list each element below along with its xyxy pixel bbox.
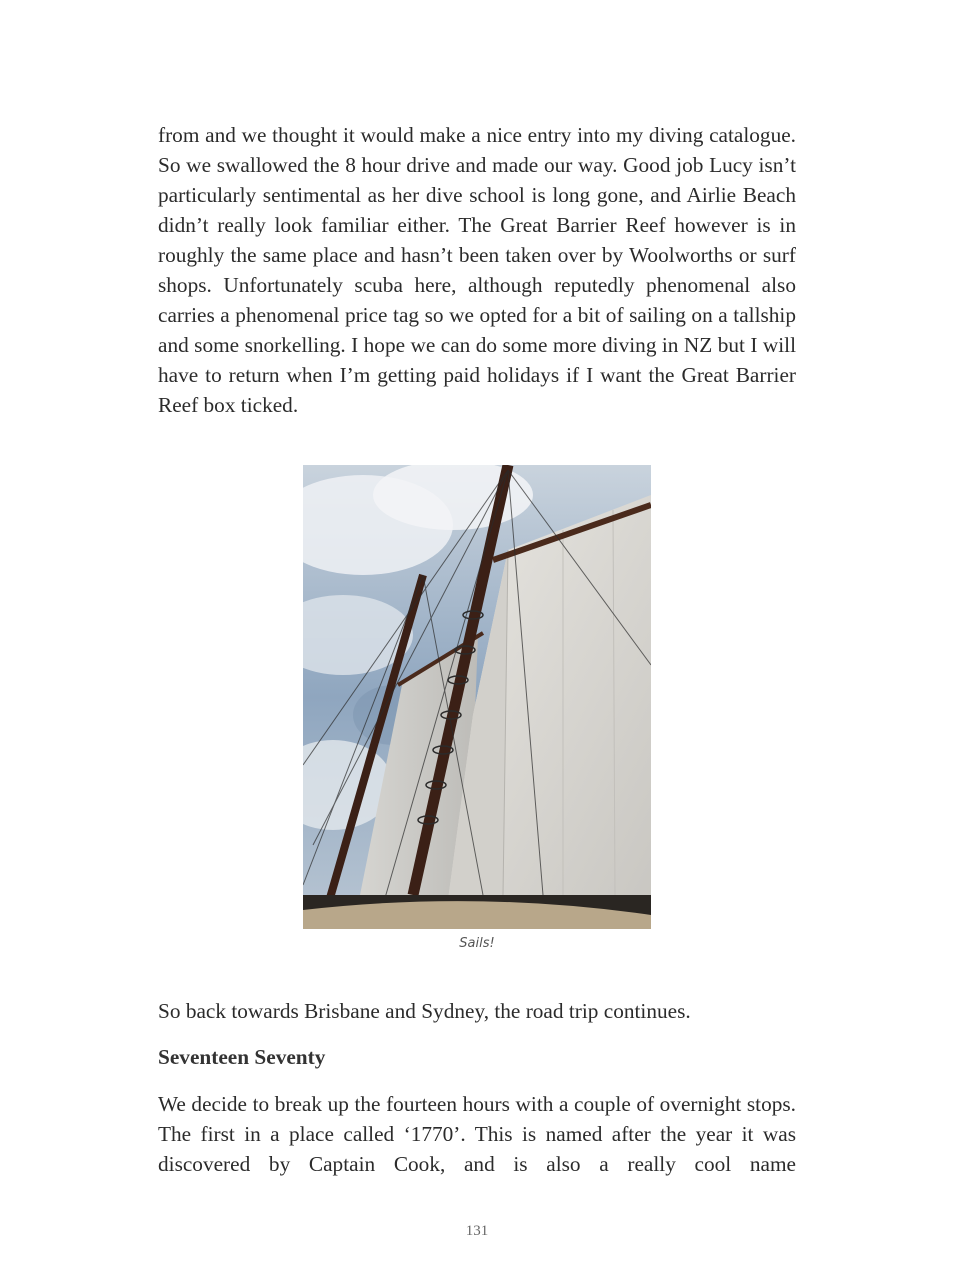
body-paragraph-intro: from and we thought it would make a nice entry into my diving catalogue. So we swallowed the 8 hour drive and made our way. Good job Lucy isn’t particularly sentimental as her dive school is long gone, and Airlie Beach didn’t really look familiar either. The Great Barrier Reef however is in roughly the same place and hasn’t been taken over by Woolworths or surf shops. Unfortunately scuba here, although reputedly phenomenal also carries a phenomenal price tag so we opted for a bit of sailing on a tallship and some snorkelling. I hope we can do some more diving in NZ but I will have to return when I’m getting paid holidays if I want the Great Barrier Reef box ticked. [158, 123, 796, 417]
figure-caption: Sails! [459, 936, 495, 951]
body-paragraph-seventeen-seventy: We decide to break up the fourteen hours with a couple of overnight stops. The first in a place called ‘1770’. This is named after the year it was discovered by Captain Cook, and is also a really cool name [158, 1092, 796, 1176]
sails-photo [303, 465, 651, 929]
section-heading: Seventeen Seventy [158, 1045, 326, 1069]
page-number: 131 [465, 1223, 489, 1239]
body-paragraph-road-trip: So back towards Brisbane and Sydney, the road trip continues. [158, 999, 691, 1023]
